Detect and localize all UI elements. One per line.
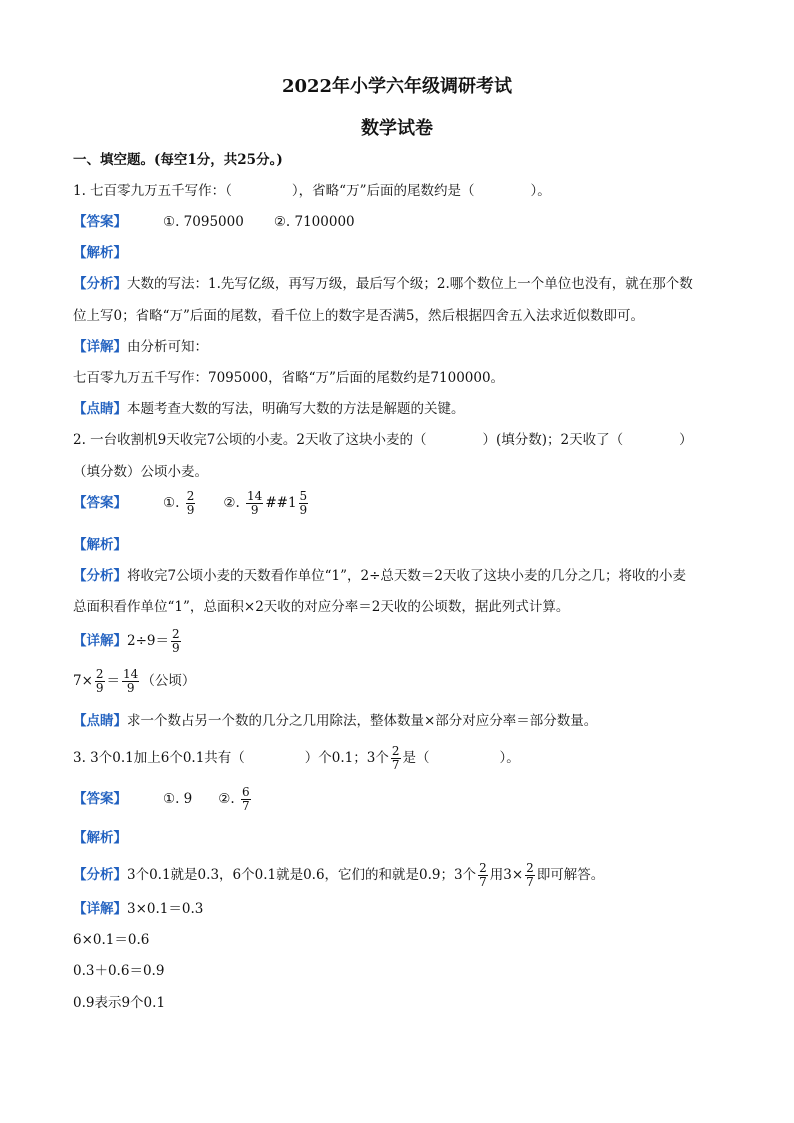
- q1-fenxi-text-1: 大数的写法：1.先写亿级，再写万级，最后写个级；2.哪个数位上一个单位也没有，就在那个数: [127, 276, 693, 292]
- q2-text-d: （填分数）公顷小麦。: [73, 464, 208, 480]
- question-3: [73, 745, 520, 772]
- fenxi-tag: 【分析】: [73, 568, 127, 584]
- page-title: 2022年小学六年级调研考试: [281, 76, 513, 97]
- q2-fenxi-2: 总面积看作单位“1”，总面积×2天收的对应分率＝2天收的公顷数，据此列式计算。: [73, 599, 570, 615]
- q2-calc2-fraction-2: $\frac{14}{9}$: [123, 667, 139, 695]
- q2-calc1-text: 2÷9＝: [127, 633, 169, 649]
- question-1: [73, 181, 551, 201]
- section-heading: 一、填空题。(每空1分，共25分。): [73, 152, 283, 168]
- q2-calc2-unit: （公顷）: [141, 673, 196, 689]
- q2-dianjing: [73, 711, 597, 731]
- dianjing-tag: 【点睛】: [73, 713, 127, 729]
- q3-text-b: ）个0.1；3个: [304, 750, 389, 766]
- q3-fenxi: [73, 862, 604, 889]
- q2-text-a: 2. 一台收割机9天收完7公顷的小麦。2天收了这块小麦的（: [73, 432, 427, 448]
- q1-jiexi-tag: 【解析】: [73, 245, 127, 261]
- q3-fenxi-text-a: 3个0.1就是0.3，6个0.1就是0.6，它们的和就是0.9；3个: [127, 867, 477, 883]
- q1-answer-1: ①. 7095000: [163, 214, 244, 230]
- q3-fenxi-text-c: 即可解答。: [536, 867, 605, 883]
- q2-answer-2-mixed-fraction: $\frac{5}{9}$: [299, 489, 308, 517]
- q2-text-c: ）: [679, 432, 693, 448]
- q3-line-3: 0.3＋0.6＝0.9: [73, 963, 165, 979]
- q3-xiangjie-text: 3×0.1＝0.3: [127, 901, 204, 917]
- answer-tag: 【答案】: [73, 495, 127, 511]
- answer-tag: 【答案】: [73, 214, 127, 230]
- fenxi-tag: 【分析】: [73, 276, 127, 292]
- question-2: [73, 430, 693, 450]
- q3-jiexi-tag: 【解析】: [73, 830, 127, 846]
- q3-text-a: 3. 3个0.1加上6个0.1共有（: [73, 750, 245, 766]
- q3-line-4: 0.9表示9个0.1: [73, 995, 166, 1011]
- q2-answer-2-fraction: $\frac{14}{9}$: [247, 489, 263, 517]
- fenxi-tag: 【分析】: [73, 867, 127, 883]
- q3-answer-2-fraction: $\frac{6}{7}$: [241, 785, 250, 813]
- q2-text-b: ）(填分数)；2天收了（: [482, 432, 624, 448]
- dianjing-tag: 【点睛】: [73, 401, 127, 417]
- q2-answer-2-separator: ##1: [265, 495, 297, 511]
- q3-line-2: 6×0.1＝0.6: [73, 932, 150, 948]
- q3-fenxi-fraction-2: $\frac{2}{7}$: [526, 861, 534, 889]
- q2-calc2-text: 7×: [73, 673, 93, 689]
- q3-text-c: 是（: [402, 750, 430, 766]
- xiangjie-tag: 【详解】: [73, 633, 127, 649]
- q2-answer: [73, 490, 310, 517]
- q2-fenxi-1: [73, 566, 686, 586]
- q1-fenxi-1: [73, 274, 693, 294]
- q2-xiangjie: [73, 628, 183, 655]
- q2-answer-1-fraction: $\frac{2}{9}$: [186, 489, 195, 517]
- q2-calc2-equals: ＝: [106, 673, 121, 689]
- xiangjie-tag: 【详解】: [73, 901, 127, 917]
- q3-answer: [73, 786, 253, 813]
- page-subtitle: 数学试卷: [361, 118, 433, 139]
- q2-answer-1-label: ①.: [163, 495, 180, 511]
- q1-answer-2: ②. 7100000: [273, 214, 355, 230]
- q1-dianjing-text: 本题考查大数的写法，明确写大数的方法是解题的关键。: [127, 401, 465, 417]
- q3-fraction: $\frac{2}{7}$: [391, 744, 400, 772]
- q3-fenxi-text-b: 用3×: [489, 867, 524, 883]
- q1-dianjing: [73, 399, 465, 419]
- q3-xiangjie: [73, 899, 203, 919]
- q1-answer: [73, 212, 355, 232]
- q2-dianjing-text: 求一个数占另一个数的几分之几用除法，整体数量×部分对应分率＝部分数量。: [127, 713, 598, 729]
- q3-answer-2-label: ②.: [218, 791, 235, 807]
- q1-text-a: 1. 七百零九万五千写作：（: [73, 183, 232, 199]
- q1-text-c: ）。: [530, 183, 551, 199]
- q1-xiangjie-2: 七百零九万五千写作：7095000，省略“万”后面的尾数约是7100000。: [73, 370, 505, 386]
- q2-fenxi-text-1: 将收完7公顷小麦的天数看作单位“1”，2÷总天数＝2天收了这块小麦的几分之几；将收的小麦: [127, 568, 686, 584]
- q2-answer-2-label: ②.: [223, 495, 240, 511]
- q1-xiangjie: [73, 337, 208, 357]
- q2-jiexi-tag: 【解析】: [73, 537, 127, 553]
- xiangjie-tag: 【详解】: [73, 339, 127, 355]
- q1-xiangjie-text: 由分析可知：: [127, 339, 208, 355]
- q2-calc1-fraction: $\frac{2}{9}$: [172, 627, 180, 655]
- q3-text-d: ）。: [499, 750, 520, 766]
- q2-calc2-fraction-1: $\frac{2}{9}$: [95, 667, 104, 695]
- q1-fenxi-2: 位上写0；省略“万”后面的尾数，看千位上的数字是否满5，然后根据四舍五入法求近似数即可。: [73, 308, 644, 324]
- answer-tag: 【答案】: [73, 791, 127, 807]
- q3-answer-1: ①. 9: [163, 791, 193, 807]
- q3-fenxi-fraction-1: $\frac{2}{7}$: [479, 861, 487, 889]
- q1-text-b: ），省略“万”后面的尾数约是（: [291, 183, 475, 199]
- q2-calc2: [73, 668, 195, 695]
